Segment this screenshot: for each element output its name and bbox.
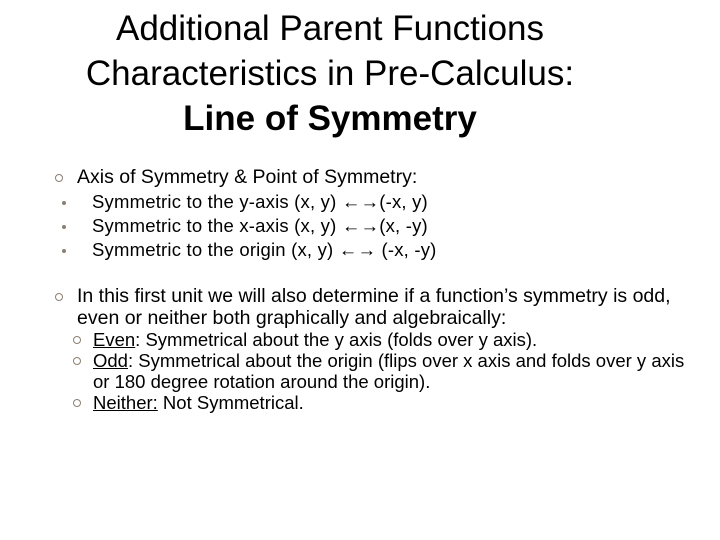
ring-bullet-icon <box>55 293 63 301</box>
even-term: Even <box>93 329 136 350</box>
sub-bullet-neither <box>51 392 691 413</box>
title-line-3: Line of Symmetry <box>183 99 477 138</box>
sub-bullet-odd <box>51 350 691 392</box>
ring-bullet-icon <box>73 399 81 407</box>
ring-bullet-icon <box>73 357 81 365</box>
odd-term: Odd <box>93 350 128 371</box>
neither-definition: Not Symmetrical. <box>157 392 304 413</box>
bullet-text: In this first unit we will also determine if a function’s symmetry is odd, even or neither both graphically and algebraically: <box>77 285 671 329</box>
even-definition: : Symmetrical about the y axis (folds over y axis). <box>135 329 538 350</box>
odd-definition: : Symmetrical about the origin (flips over x axis and folds over y axis or 180 degree rotation around the origin). <box>93 350 685 392</box>
ring-bullet-icon <box>55 174 63 182</box>
slide-body <box>51 166 691 413</box>
sub-bullet-text: Symmetric to the y-axis (x, y) ←→(-x, y) <box>92 191 428 212</box>
sub-bullet-origin <box>51 238 691 262</box>
symmetry-sub-list <box>51 190 691 262</box>
dot-bullet-icon <box>62 201 66 205</box>
sub-bullet-text: Symmetric to the origin (x, y) ←→ (-x, -y) <box>92 239 437 260</box>
sub-bullet-y-axis <box>51 190 691 214</box>
dot-bullet-icon <box>62 249 66 253</box>
slide-title <box>0 6 660 141</box>
title-line-1: Additional Parent Functions <box>115 9 545 48</box>
bullet-text: Axis of Symmetry & Point of Symmetry: <box>77 166 418 188</box>
bullet-axis-of-symmetry <box>51 166 691 188</box>
sub-bullet-even <box>51 329 691 350</box>
sub-bullet-text: Symmetric to the x-axis (x, y) ←→(x, -y) <box>92 215 428 236</box>
sub-bullet-x-axis <box>51 214 691 238</box>
bullet-odd-even-neither <box>51 285 691 329</box>
dot-bullet-icon <box>62 225 66 229</box>
ring-bullet-icon <box>73 336 81 344</box>
neither-term: Neither: <box>93 392 158 413</box>
title-line-2: Characteristics in Pre-Calculus: <box>85 54 575 93</box>
